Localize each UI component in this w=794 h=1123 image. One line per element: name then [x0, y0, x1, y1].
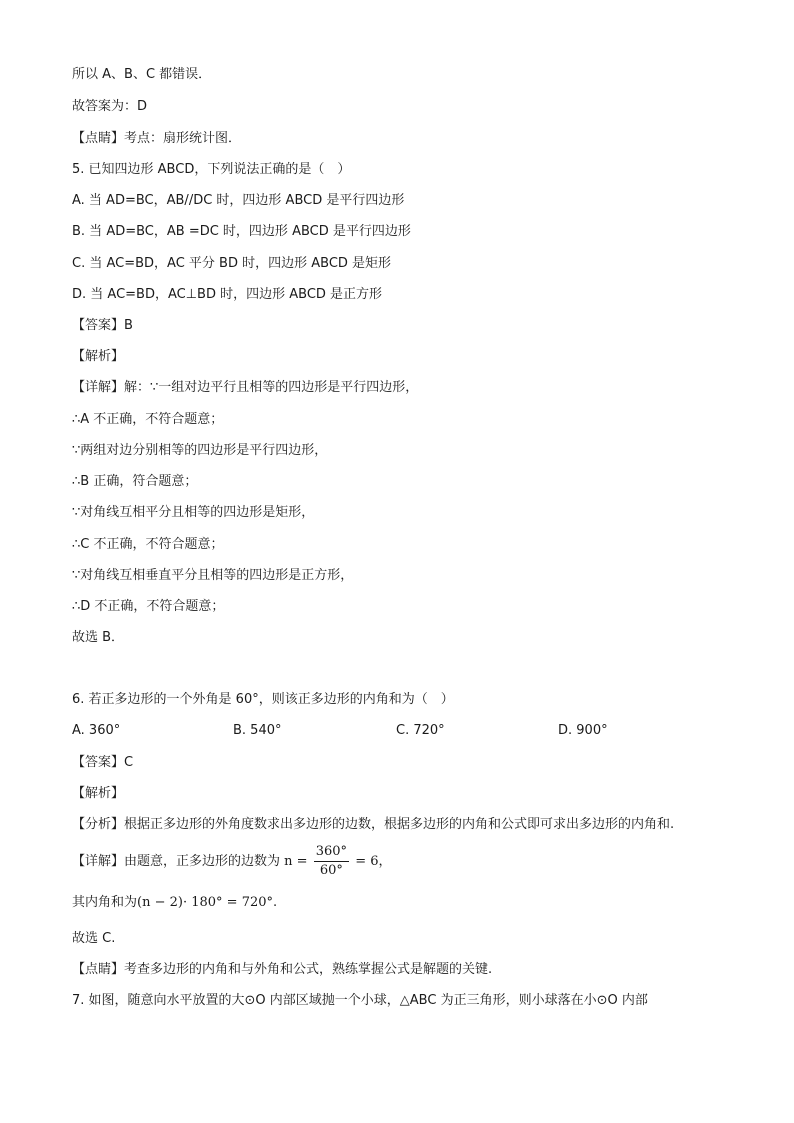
analysis-tag: 【分析】: [72, 817, 125, 832]
solution-tag: 【详解】: [72, 380, 125, 395]
solution-line: ∵对角线互相垂直平分且相等的四边形是正方形，: [72, 568, 354, 583]
solution-line: [72, 894, 277, 912]
question-6: 6. 若正多边形的一个外角是 60°，则该正多边形的内角和为（ ）: [72, 692, 454, 707]
solution-tag: 【详解】: [72, 854, 125, 869]
question-5: 5. 已知四边形 ABCD，下列说法正确的是（ ）: [72, 162, 351, 177]
analysis-text: 根据正多边形的外角度数求出多边形的边数，根据多边形的内角和公式即可求出多边形的内角和.: [124, 817, 675, 832]
fraction: [314, 844, 349, 879]
fraction-denominator: 60°: [319, 863, 343, 878]
comment-text: 考查多边形的内角和与外角和公式，熟练掌握公式是解题的关键.: [124, 962, 493, 977]
comment-line: [72, 961, 492, 979]
solution-line: ∴D 不正确，不符合题意；: [72, 599, 225, 614]
solution-line: 故选 B．: [72, 630, 125, 645]
answer-tag: 【答案】: [72, 755, 125, 770]
solution-line: [72, 379, 418, 397]
text-line: 故答案为：D: [72, 99, 148, 114]
comment-tag: 【点睛】: [72, 131, 125, 146]
solution-line: ∵对角线互相平分且相等的四边形是矩形，: [72, 505, 315, 520]
comment-line: [72, 130, 241, 148]
answer-line: [72, 754, 133, 772]
solution-text: 解：∵一组对边平行且相等的四边形是平行四边形，: [124, 380, 419, 395]
question-5-option-d: D. 当 AC=BD，AC⊥BD 时，四边形 ABCD 是正方形: [72, 287, 383, 302]
solution-line: ∴C 不正确，不符合题意；: [72, 537, 224, 552]
answer-tag: 【答案】: [72, 318, 125, 333]
solution-punct: .: [273, 895, 278, 910]
text-line: 所以 A、B、C 都错误．: [72, 67, 212, 82]
fraction-numerator: 360°: [314, 844, 349, 862]
solution-line: 故选 C.: [72, 931, 116, 946]
analysis-line: [72, 816, 674, 834]
comment-text: 考点：扇形统计图．: [124, 131, 242, 146]
answer-value: C: [124, 755, 134, 770]
solution-line: ∴A 不正确，不符合题意；: [72, 412, 224, 427]
analysis-heading: 【解析】: [72, 349, 125, 364]
answer-line: [72, 317, 133, 335]
solution-text: 其内角和为: [72, 895, 138, 910]
comment-tag: 【点睛】: [72, 962, 125, 977]
solution-line: ∴B 正确，符合题意；: [72, 474, 198, 489]
question-6-option-d: D. 900°: [558, 723, 608, 738]
answer-value: B: [124, 318, 133, 333]
math-n: n =: [284, 854, 308, 869]
solution-line: [72, 842, 391, 882]
question-6-option-a: A. 360°: [72, 723, 121, 738]
question-6-option-c: C. 720°: [396, 723, 445, 738]
question-5-option-c: C. 当 AC=BD，AC 平分 BD 时，四边形 ABCD 是矩形: [72, 256, 392, 271]
math-expression: (n − 2)· 180° = 720°: [137, 895, 274, 910]
analysis-heading: 【解析】: [72, 786, 125, 801]
question-5-option-b: B. 当 AD=BC，AB =DC 时，四边形 ABCD 是平行四边形: [72, 224, 411, 239]
solution-text: 由题意，正多边形的边数为: [124, 854, 281, 869]
solution-line: ∵两组对边分别相等的四边形是平行四边形，: [72, 443, 328, 458]
question-6-option-b: B. 540°: [233, 723, 282, 738]
math-result: = 6，: [355, 854, 392, 869]
question-7: 7. 如图，随意向水平放置的大⊙O 内部区域抛一个小球，△ABC 为正三角形，则小球落在小⊙O 内部: [72, 993, 648, 1008]
question-5-option-a: A. 当 AD=BC，AB//DC 时，四边形 ABCD 是平行四边形: [72, 193, 405, 208]
